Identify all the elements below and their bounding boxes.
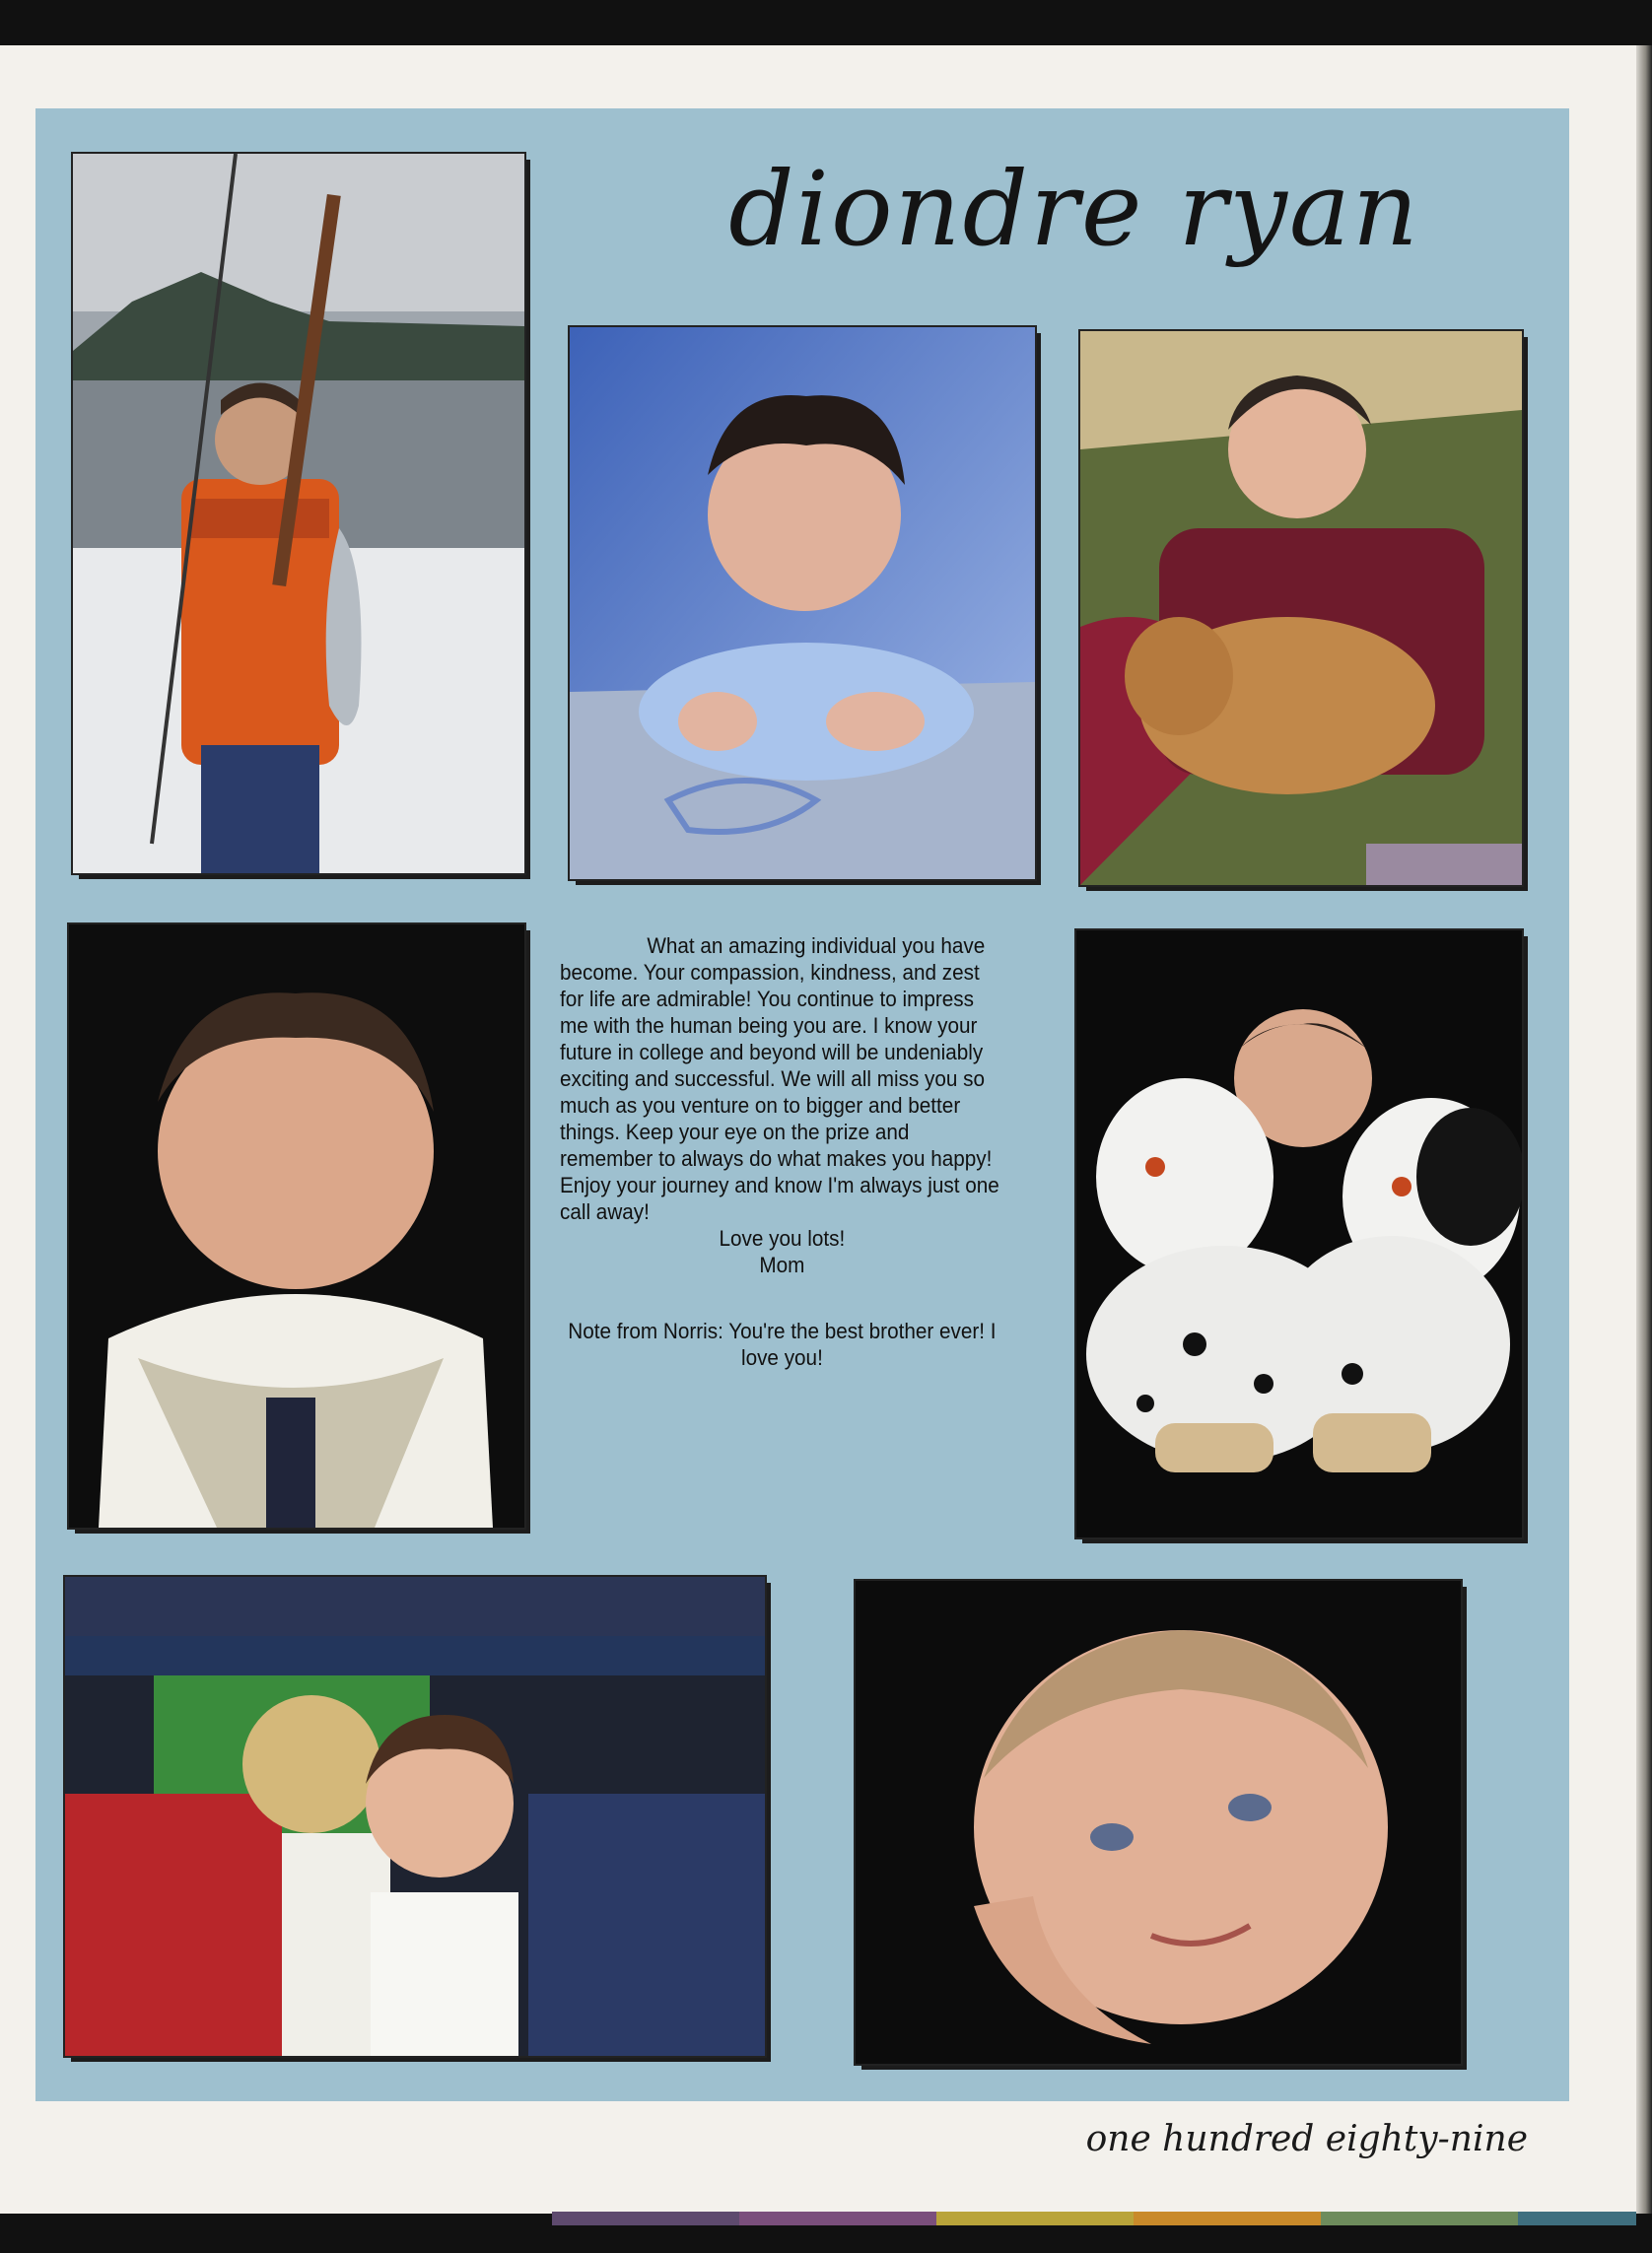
page-number: one hundred eighty-nine xyxy=(1085,2119,1528,2159)
letter-closing: Love you lots! xyxy=(719,1226,846,1251)
photo-fishing xyxy=(73,154,524,873)
color-strip-3 xyxy=(936,2212,1134,2225)
letter-signature: Mom xyxy=(759,1253,805,1277)
page-title: diondre ryan xyxy=(728,149,1420,269)
color-strip-6 xyxy=(1518,2212,1636,2225)
photo-portrait xyxy=(856,1581,1461,2064)
photo-stadium xyxy=(65,1577,765,2056)
page-edge xyxy=(1636,45,1652,2214)
letter-body: What an amazing individual you have become. Your compassion, kindness, and zest for life are admirable! You continue to impress me with the human being you are. I know your future in college and beyond will be undeniably exciting and successful. We will all miss you so much as you venture on to bigger and better things. Keep your eye on the prize and remember to always do what makes you happy! Enjoy your journey and know I'm always just one call away! xyxy=(560,933,999,1224)
letter-text xyxy=(560,932,1004,1371)
color-strip-2 xyxy=(739,2212,936,2225)
color-strip-5 xyxy=(1321,2212,1518,2225)
photo-toddler-overalls xyxy=(69,924,524,1528)
color-strip-4 xyxy=(1134,2212,1321,2225)
photo-puppy xyxy=(1080,331,1522,885)
photo-baby xyxy=(570,327,1035,879)
color-strip-1 xyxy=(552,2212,739,2225)
sibling-note: Note from Norris: You're the best brother ever! I love you! xyxy=(568,1319,997,1370)
photo-dalmatians xyxy=(1076,930,1522,1537)
